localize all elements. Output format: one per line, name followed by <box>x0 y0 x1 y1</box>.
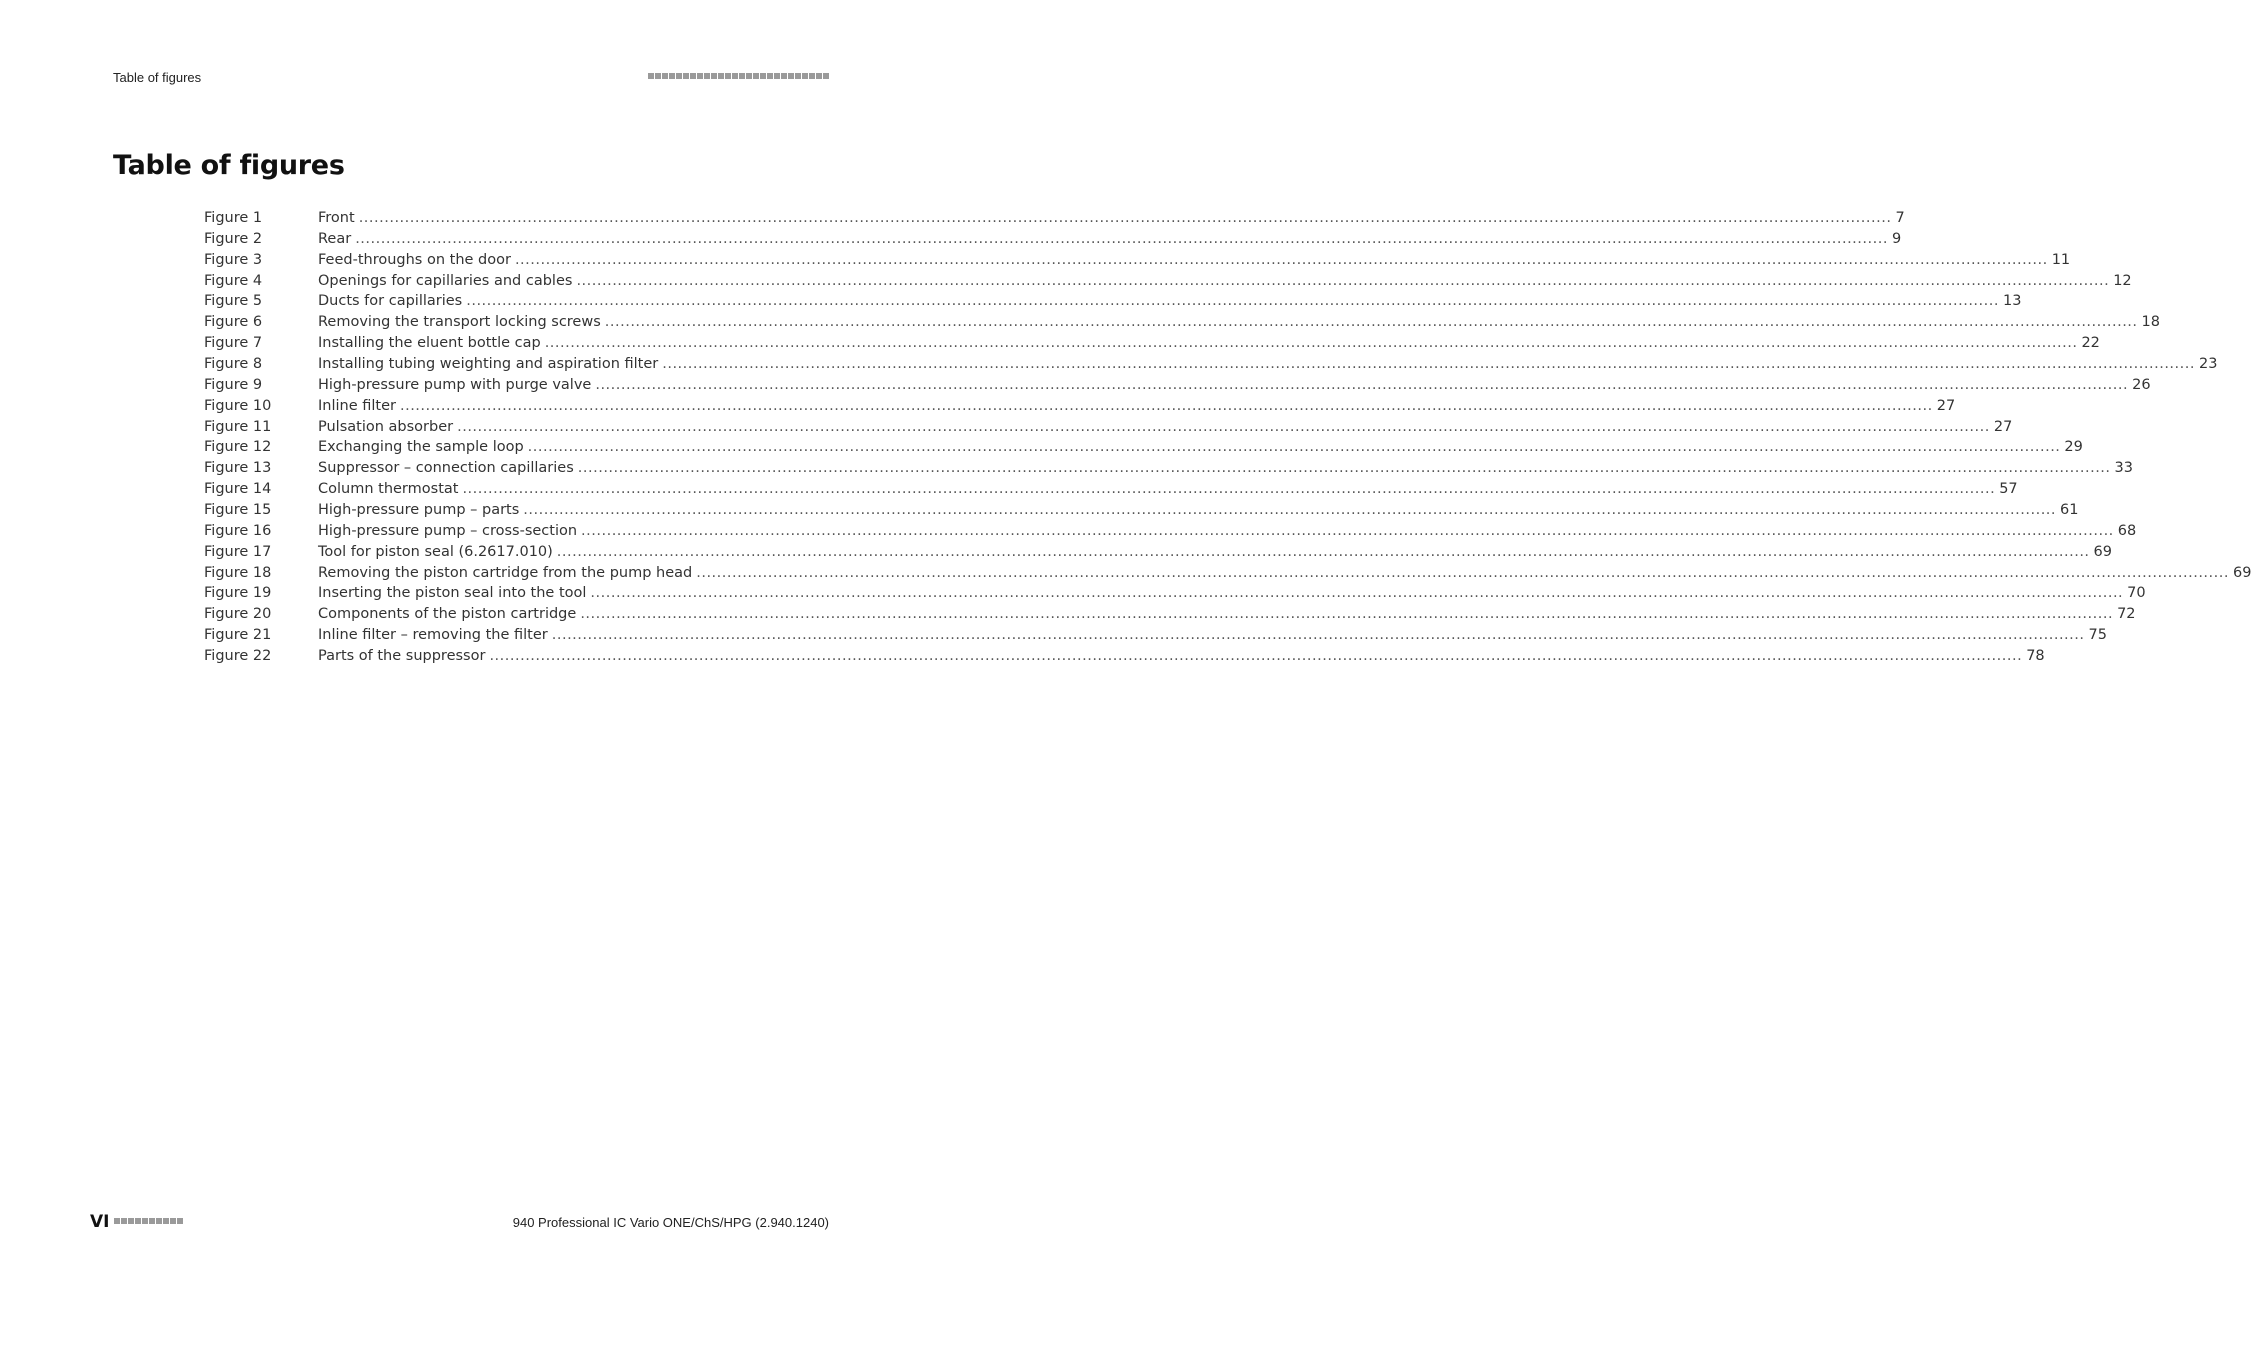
figure-page-number: 72 <box>2117 606 2136 623</box>
dot-leader: ............................................................................................................................................................................................................................................................................................................ <box>457 418 1990 435</box>
figure-label: Figure 18 <box>204 564 272 581</box>
dot-leader: ............................................................................................................................................................................................................................................................................................................ <box>355 230 1888 247</box>
figure-entry <box>318 542 2112 563</box>
figure-label: Figure 1 <box>204 210 263 226</box>
figure-title: Tool for piston seal (6.2617.010) <box>318 543 553 560</box>
figure-entry <box>318 312 2160 333</box>
toc-entry[interactable] <box>204 354 2218 375</box>
figure-page-number: 7 <box>1895 210 1905 226</box>
dot-leader: ............................................................................................................................................................................................................................................................................................................ <box>358 210 1892 226</box>
figure-title: Feed-throughs on the door <box>318 251 511 268</box>
figure-entry <box>318 333 2100 354</box>
figure-page-number: 23 <box>2198 356 2218 373</box>
figure-page-number: 27 <box>1936 397 1956 414</box>
figure-page-number: 69 <box>2232 564 2251 581</box>
toc-entry[interactable] <box>204 500 2079 521</box>
figure-label: Figure 4 <box>204 272 263 289</box>
dot-leader: ............................................................................................................................................................................................................................................................................................................ <box>399 397 1933 414</box>
figure-label: Figure 12 <box>204 439 272 456</box>
figure-title: Column thermostat <box>318 481 459 498</box>
figure-title: Parts of the suppressor <box>318 648 486 665</box>
figure-page-number: 75 <box>2088 627 2107 644</box>
figure-entry <box>318 354 2218 375</box>
toc-entry[interactable] <box>204 229 1902 250</box>
figure-list <box>204 208 2251 667</box>
figure-title: Installing the eluent bottle cap <box>318 335 541 352</box>
toc-entry[interactable] <box>204 625 2107 646</box>
running-header: Table of figures <box>113 70 202 85</box>
dot-leader: ............................................................................................................................................................................................................................................................................................................ <box>580 606 2114 623</box>
toc-entry[interactable] <box>204 250 2071 271</box>
figure-title: High-pressure pump with purge valve <box>318 376 592 393</box>
dot-leader: ............................................................................................................................................................................................................................................................................................................ <box>466 293 1999 310</box>
figure-label: Figure 22 <box>204 648 272 665</box>
figure-label: Figure 13 <box>204 460 272 477</box>
figure-entry <box>318 250 2071 271</box>
figure-page-number: 22 <box>2081 335 2100 352</box>
toc-entry[interactable] <box>204 333 2100 354</box>
dot-leader: ............................................................................................................................................................................................................................................................................................................ <box>462 481 1996 498</box>
figure-page-number: 27 <box>1993 418 2013 435</box>
figure-title: Inline filter – removing the filter <box>318 627 548 644</box>
figure-entry <box>318 375 2151 396</box>
figure-title: Ducts for capillaries <box>318 293 463 310</box>
page-number: VI <box>90 1212 110 1232</box>
toc-entry[interactable] <box>204 271 2132 292</box>
figure-title: Inserting the piston seal into the tool <box>318 585 587 602</box>
figure-page-number: 9 <box>1891 230 1902 247</box>
header-decor-squares <box>648 73 829 79</box>
figure-entry <box>318 479 2018 500</box>
figure-page-number: 18 <box>2141 314 2160 331</box>
dot-leader: ............................................................................................................................................................................................................................................................................................................ <box>544 335 2078 352</box>
figure-label: Figure 14 <box>204 481 272 498</box>
figure-entry <box>318 500 2079 521</box>
figure-label: Figure 19 <box>204 585 272 602</box>
figure-page-number: 29 <box>2064 439 2083 456</box>
toc-entry[interactable] <box>204 396 1956 417</box>
dot-leader: ............................................................................................................................................................................................................................................................................................................ <box>489 648 2023 665</box>
figure-page-number: 26 <box>2132 376 2151 393</box>
toc-entry[interactable] <box>204 563 2251 584</box>
toc-entry[interactable] <box>204 458 2133 479</box>
dot-leader: ............................................................................................................................................................................................................................................................................................................ <box>576 272 2110 289</box>
toc-entry[interactable] <box>204 437 2083 458</box>
figure-entry <box>318 396 1956 417</box>
dot-leader: ............................................................................................................................................................................................................................................................................................................ <box>577 460 2111 477</box>
figure-page-number: 12 <box>2113 272 2132 289</box>
figure-title: Front <box>318 210 355 226</box>
figure-entry <box>318 646 2045 667</box>
figure-entry <box>318 291 2022 312</box>
toc-entry[interactable] <box>204 542 2112 563</box>
figure-page-number: 13 <box>2002 293 2022 310</box>
dot-leader: ............................................................................................................................................................................................................................................................................................................ <box>696 564 2229 581</box>
dot-leader: ............................................................................................................................................................................................................................................................................................................ <box>527 439 2061 456</box>
figure-title: Pulsation absorber <box>318 418 454 435</box>
figure-entry <box>318 229 1902 250</box>
figure-page-number: 69 <box>2093 543 2112 560</box>
figure-title: Inline filter <box>318 397 396 414</box>
figure-label: Figure 7 <box>204 335 263 352</box>
figure-label: Figure 11 <box>204 418 272 435</box>
figure-entry <box>318 208 1905 229</box>
dot-leader: ............................................................................................................................................................................................................................................................................................................ <box>551 627 2085 644</box>
figure-title: Installing tubing weighting and aspiration filter <box>318 356 659 373</box>
footer-decor-squares <box>114 1218 183 1224</box>
figure-label: Figure 8 <box>204 356 263 373</box>
figure-label: Figure 5 <box>204 293 263 310</box>
toc-entry[interactable] <box>204 291 2022 312</box>
dot-leader: ............................................................................................................................................................................................................................................................................................................ <box>662 356 2195 373</box>
figure-title: Removing the piston cartridge from the pump head <box>318 564 693 581</box>
figure-title: High-pressure pump – parts <box>318 502 520 519</box>
figure-label: Figure 9 <box>204 376 263 393</box>
figure-label: Figure 17 <box>204 543 272 560</box>
toc-entry[interactable] <box>204 417 2013 438</box>
figure-entry <box>318 604 2136 625</box>
figure-page-number: 11 <box>2051 251 2071 268</box>
dot-leader: ............................................................................................................................................................................................................................................................................................................ <box>523 502 2057 519</box>
dot-leader: ............................................................................................................................................................................................................................................................................................................ <box>581 522 2114 539</box>
dot-leader: ............................................................................................................................................................................................................................................................................................................ <box>604 314 2138 331</box>
figure-entry <box>318 563 2251 584</box>
dot-leader: ............................................................................................................................................................................................................................................................................................................ <box>595 376 2129 393</box>
figure-title: Components of the piston cartridge <box>318 606 577 623</box>
figure-label: Figure 10 <box>204 397 272 414</box>
dot-leader: ............................................................................................................................................................................................................................................................................................................ <box>514 251 2048 268</box>
figure-entry <box>318 437 2083 458</box>
figure-title: High-pressure pump – cross-section <box>318 522 578 539</box>
figure-page-number: 61 <box>2060 502 2079 519</box>
figure-entry <box>318 521 2137 542</box>
toc-entry[interactable] <box>204 646 2045 667</box>
figure-page-number: 78 <box>2026 648 2045 665</box>
figure-label: Figure 21 <box>204 627 272 644</box>
document-title: 940 Professional IC Vario ONE/ChS/HPG (2.940.1240) <box>512 1215 829 1230</box>
figure-page-number: 33 <box>2114 460 2133 477</box>
figure-page-number: 68 <box>2117 522 2137 539</box>
figure-title: Exchanging the sample loop <box>318 439 524 456</box>
figure-page-number: 70 <box>2127 585 2146 602</box>
toc-entry[interactable] <box>204 312 2160 333</box>
toc-entry[interactable] <box>204 583 2146 604</box>
figure-entry <box>318 583 2146 604</box>
toc-entry[interactable] <box>204 375 2151 396</box>
toc-entry[interactable] <box>204 521 2137 542</box>
figure-title: Openings for capillaries and cables <box>318 272 573 289</box>
figure-label: Figure 6 <box>204 314 263 331</box>
figure-title: Removing the transport locking screws <box>318 314 601 331</box>
figure-title: Rear <box>318 230 352 247</box>
figure-label: Figure 20 <box>204 606 272 623</box>
dot-leader: ............................................................................................................................................................................................................................................................................................................ <box>590 585 2124 602</box>
figure-page-number: 57 <box>1999 481 2018 498</box>
figure-entry <box>318 625 2107 646</box>
figure-entry <box>318 271 2132 292</box>
toc-entry[interactable] <box>204 479 2018 500</box>
toc-entry[interactable] <box>204 208 1905 229</box>
figure-entry <box>318 417 2013 438</box>
figure-label: Figure 3 <box>204 251 263 268</box>
figure-entry <box>318 458 2133 479</box>
figure-label: Figure 16 <box>204 522 272 539</box>
figure-title: Suppressor – connection capillaries <box>318 460 574 477</box>
dot-leader: ............................................................................................................................................................................................................................................................................................................ <box>556 543 2090 560</box>
toc-entry[interactable] <box>204 604 2136 625</box>
page-title: Table of figures <box>113 150 345 181</box>
figure-label: Figure 15 <box>204 502 272 519</box>
figure-label: Figure 2 <box>204 230 263 247</box>
